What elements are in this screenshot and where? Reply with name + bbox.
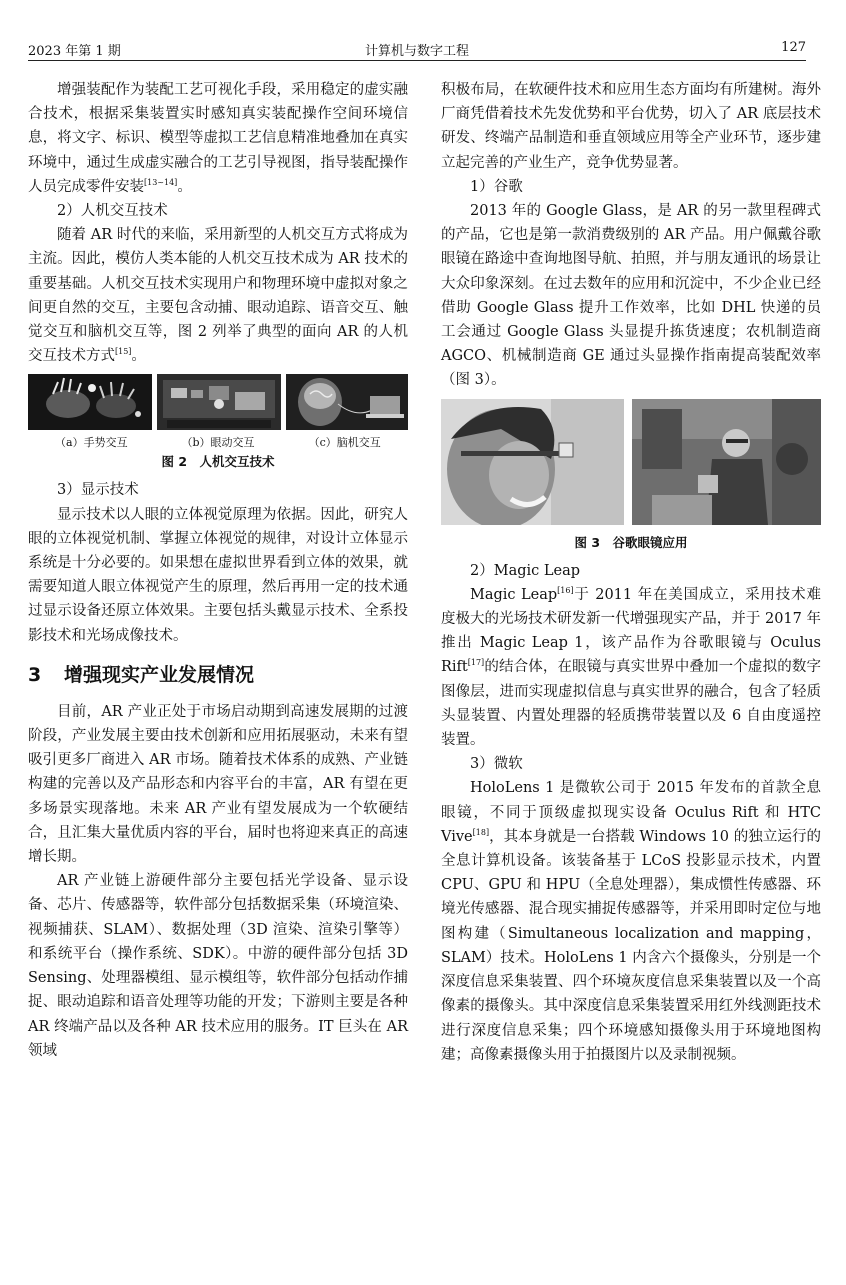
section-number: 3 xyxy=(28,663,42,686)
paragraph: 2013 年的 Google Glass，是 AR 的另一款里程碑式的产品，它也是第一款消费级别的 AR 产品。用户佩戴谷歌眼镜在路途中查询地图导航、拍照，并与朋友通讯的场景让大众印象深刻。在过去数年的应用和沉淀中，不少企业已经借助 Google Glass 提升工作效率，比如 DHL 快递的员工会通过 Google Glass 头显提升拣货速度；农机制造商 AGCO、机械制造商 GE 通过头显操作指南提高装配效率（图 3）。 xyxy=(441,203,821,389)
paragraph: HoloLens 1 是微软公司于 2015 年发布的首款全息眼镜，不同于顶级虚拟现实设备 Oculus Rift 和 HTC Vive[18]，其本身就是一台搭载 Windows 10 的独立运行的全息计算机设备。该装备基于 LCoS 投影显示技术，内置 CPU、GPU 和 HPU（全息处理器），集成惯性传感器、环境光传感器、混合现实捕捉传感器等，并采用即时定位与地图构建（Simultaneous localization and mapping，SLAM）技术。HoloLens 1 内含六个摄像头，分别是一个深度信息采集装置、四个环境灰度信息采集装置以及一个高像素的摄像头。其中深度信息采集装置采用红外线测距技术进行深度信息采集；四个环境感知摄像头用于环境地图构建；高像素摄像头用于拍摄图片以及录制视频。 xyxy=(441,780,821,1063)
paragraph: 积极布局，在软硬件技术和应用生态方面均有所建树。海外厂商凭借着技术先发优势和平台优势，切入了 AR 底层技术研发、终端产品制造和垂直领域应用等全产业环节，逐步建立起完善的产业生产，竞争优势显著。 xyxy=(441,82,821,171)
subsection-title: 1）谷歌 xyxy=(470,178,523,195)
paragraph: 增强装配作为装配工艺可视化手段，采用稳定的虚实融合技术，根据采集装置实时感知真实装配操作空间环境信息，将文字、标识、模型等虚拟工艺信息精准地叠加在真实环境中，通过生成虚实融合的工艺引导视图，指导装配操作人员完成零件安装[13~14]。 xyxy=(28,82,408,195)
right-column xyxy=(441,78,821,1067)
eye-tracking-image xyxy=(157,374,281,430)
running-header xyxy=(28,38,806,61)
paragraph: Magic Leap[16]于 2011 年在美国成立，采用技术难度极大的光场技术研发新一代增强现实产品，并于 2017 年推出 Magic Leap 1，该产品作为谷歌眼镜与 Oculus Rift[17]的结合体，在眼镜与真实世界中叠加一个虚拟的数字图像层，进而实现虚拟信息与真实世界的融合，包含了轻质头显装置、内置处理器的轻质携带装置以及 6 自由度遥控装置。 xyxy=(441,586,821,749)
subfigure-label: （c）脑机交互 xyxy=(308,436,381,450)
paragraph: 随着 AR 时代的来临，采用新型的人机交互方式将成为主流。因此，模仿人类本能的人机交互技术成为 AR 技术的重要基础。人机交互技术实现用户和物理环境中虚拟对象之间更自然的交互，主要包含动捕、眼动追踪、语音交互、触觉交互和脑机交互等，图 2 列举了典型的面向 AR 的人机交互技术方式[15]。 xyxy=(28,227,408,365)
subsection-title: 3）显示技术 xyxy=(57,482,139,499)
figure-caption: 图 2 人机交互技术 xyxy=(161,454,275,470)
paragraph: AR 产业链上游硬件部分主要包括光学设备、显示设备、芯片、传感器等，软件部分包括数据采集（环境渲染、视频捕获、SLAM）、数据处理（3D 渲染、渲染引擎等）和系统平台（操作系统、SDK）。中游的硬件部分包括 3D Sensing、处理器模组、显示模组等，软件部分包括动作捕捉、眼动追踪和语音处理等功能的开发；下游则主要是各种 AR 终端产品以及各种 AR 技术应用的服务。IT 巨头在 AR 领域 xyxy=(28,873,408,1059)
citation: [16] xyxy=(557,586,574,596)
citation: [15] xyxy=(115,347,132,357)
subsection-title: 2）人机交互技术 xyxy=(57,203,168,220)
section-title: 增强现实产业发展情况 xyxy=(64,663,255,686)
subfigure-label: （a）手势交互 xyxy=(55,436,128,450)
subsection-title: 3）微软 xyxy=(470,756,523,773)
paragraph: 目前，AR 产业正处于市场启动期到高速发展期的过渡阶段，产业发展主要由技术创新和应用拓展驱动，未来有望吸引更多厂商进入 AR 市场。随着技术体系的成熟、产业链构建的完善以及产品形态和内容平台的丰富，AR 有望在更多场景实现落地。未来 AR 产业有望发展成为一个软硬结合，且汇集大量优质内容的平台，届时也将迎来真正的高速增长期。 xyxy=(28,703,408,866)
brain-computer-image xyxy=(286,374,408,430)
figure-3 xyxy=(441,399,821,553)
figure-2 xyxy=(28,374,408,472)
journal-title: 计算机与数字工程 xyxy=(364,44,469,59)
google-glass-photo xyxy=(441,399,624,525)
page-number: 127 xyxy=(781,40,806,55)
section-heading xyxy=(28,662,408,688)
subfigure-label: （b）眼动交互 xyxy=(181,436,255,450)
glass-assembly-photo xyxy=(632,399,821,525)
figure-caption: 图 3 谷歌眼镜应用 xyxy=(574,534,688,550)
subsection-title: 2）Magic Leap xyxy=(470,562,581,579)
issue-label: 2023 年第 1 期 xyxy=(28,44,121,59)
citation: [17] xyxy=(467,658,485,668)
paragraph: 显示技术以人眼的立体视觉原理为依据。因此，研究人眼的立体视觉机制、掌握立体视觉的规律，对设计立体显示系统是十分必要的。如果想在虚拟世界看到立体的效果，就需要知道人眼立体视觉产生的原理，然后再用一定的技术通过显示设备还原立体效果。主要包括头戴显示技术、全系投影技术和光场成像技术。 xyxy=(28,506,408,644)
left-column xyxy=(28,78,408,1063)
citation: [13~14] xyxy=(144,177,178,187)
citation: [18] xyxy=(472,828,490,838)
gesture-interaction-image xyxy=(28,374,152,430)
